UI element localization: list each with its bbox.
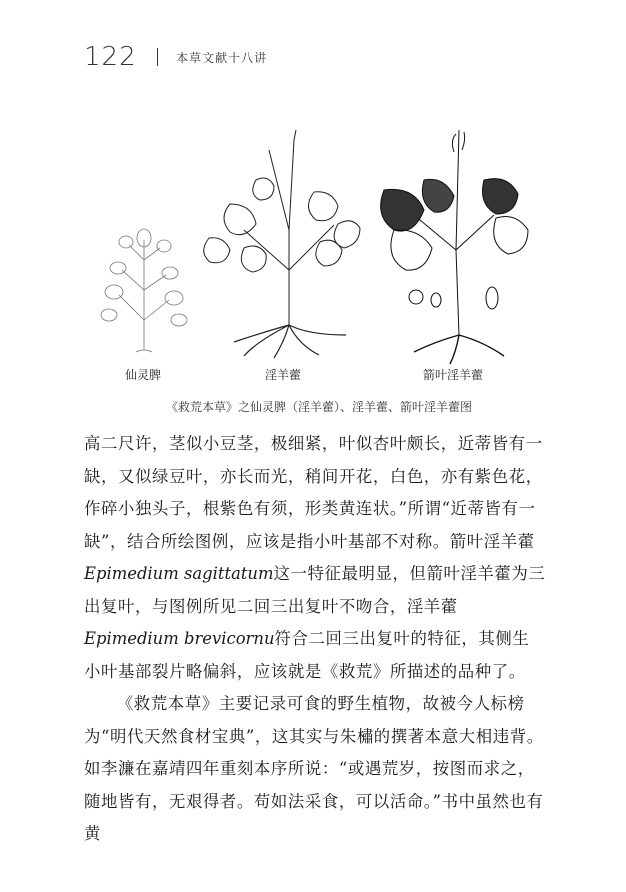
header-divider: [157, 48, 159, 66]
plant-illustration-yinyanghuo: [204, 130, 360, 358]
page-number: 122: [84, 42, 137, 72]
paragraph-2: 《救荒本草》主要记录可食的野生植物，故被今人标榜为“明代天然食材宝典”，这其实与朱橚的撰著本意大相违背。如李濂在嘉靖四年重刻本序所说：“或遇荒岁，按图而求之，随地皆有，无艰得者。苟如法采食，可以活命。”书中虽然也有黄: [84, 694, 544, 843]
latin-name: Epimedium sagittatum: [84, 564, 274, 583]
running-header: [84, 40, 267, 74]
paragraph-1: 高二尺许，茎似小豆茎，极细紧，叶似杏叶颇长，近蒂皆有一缺，又似绿豆叶，亦长而光，稍间开花，白色，亦有紫色花，作碎小独头子，根紫色有须，形类黄连状。”所谓“近蒂皆有一缺”，结合所绘图例，应该是指小叶基部不对称。箭叶淫羊藿Epimedium sagittatum这一特征最明显，但箭叶淫羊藿为三出复叶，与图例所见二回三出复叶不吻合，淫羊藿Epimedium brevicornu符合二回三出复叶的特征，其侧生小叶基部裂片略偏斜，应该就是《救荒》所描述的品种了。: [84, 434, 546, 681]
botanical-illustration: [84, 120, 554, 370]
body-text: [84, 428, 546, 851]
plant-illustration-xianlingpi: [101, 229, 187, 352]
plant-illustration-jianye-yinyanghuo: [381, 130, 528, 364]
figure-label-yinyanghuo: 淫羊藿: [265, 368, 302, 382]
latin-name: Epimedium brevicornu: [84, 629, 275, 648]
figure-label-jianye-yinyanghuo: 箭叶淫羊藿: [423, 368, 484, 382]
figure-caption: 《救荒本草》之仙灵脾（淫羊藿）、淫羊藿、箭叶淫羊藿图: [165, 400, 472, 414]
figure-label-xianlingpi: 仙灵脾: [125, 368, 162, 382]
book-title: 本草文献十八讲: [176, 50, 268, 65]
